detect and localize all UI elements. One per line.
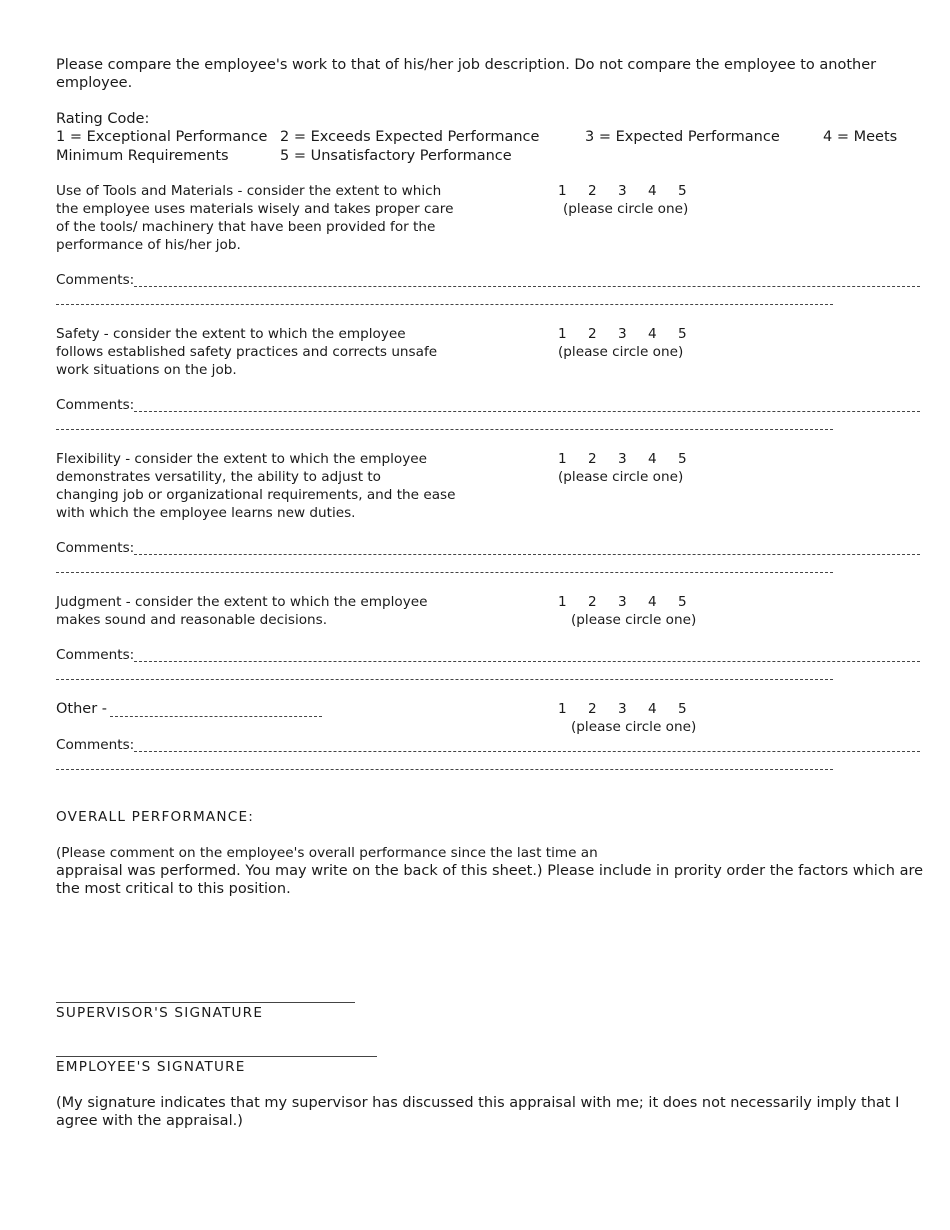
rating-option-5[interactable]: 5 (678, 701, 687, 717)
overall-instructions-line-1: (Please comment on the employee's overall performance since the last time an (56, 845, 598, 861)
rating-code-label: Rating Code: (56, 111, 150, 127)
circle-hint: (please circle one) (558, 469, 684, 485)
section-desc-line: Flexibility - consider the extent to which the employee (56, 451, 427, 467)
comments-line[interactable] (56, 679, 833, 680)
rating-option-2[interactable]: 2 (588, 594, 597, 610)
comments-line[interactable] (56, 304, 833, 305)
circle-hint: (please circle one) (571, 719, 697, 735)
section-desc-line: performance of his/her job. (56, 237, 241, 253)
rating-scale (558, 182, 687, 200)
section-desc-line: follows established safety practices and corrects unsafe (56, 344, 438, 360)
disclaimer-line-1: (My signature indicates that my supervisor has discussed this appraisal with me; it does not necessarily imply that I (56, 1095, 900, 1111)
rating-option-5[interactable]: 5 (678, 326, 687, 342)
rating-scale (558, 450, 687, 468)
comments-label: Comments: (56, 737, 135, 753)
comments-label: Comments: (56, 540, 135, 556)
rating-option-1[interactable]: 1 (558, 594, 567, 610)
rating-option-2[interactable]: 2 (588, 451, 597, 467)
rating-option-2[interactable]: 2 (588, 326, 597, 342)
comments-line[interactable] (56, 572, 833, 573)
section-desc-line: with which the employee learns new duties. (56, 505, 356, 521)
comments-label: Comments: (56, 647, 135, 663)
section-desc-line: Other - (56, 701, 108, 717)
rating-option-2[interactable]: 2 (588, 701, 597, 717)
comments-line[interactable] (56, 429, 833, 430)
rating-option-3[interactable]: 3 (618, 183, 627, 199)
rating-option-1[interactable]: 1 (558, 451, 567, 467)
overall-performance-heading: OVERALL PERFORMANCE: (56, 809, 255, 825)
rating-option-1[interactable]: 1 (558, 701, 567, 717)
rating-option-5[interactable]: 5 (678, 183, 687, 199)
rating-option-3[interactable]: 3 (618, 594, 627, 610)
section-desc-line: Safety - consider the extent to which the employee (56, 326, 406, 342)
rating-option-4[interactable]: 4 (648, 594, 657, 610)
rating-code-2: 2 = Exceeds Expected Performance (280, 129, 540, 145)
rating-option-4[interactable]: 4 (648, 183, 657, 199)
section-desc-line: work situations on the job. (56, 362, 237, 378)
comments-label: Comments: (56, 397, 135, 413)
supervisor-signature-line[interactable] (56, 1002, 355, 1003)
rating-code-4-cont: Minimum Requirements (56, 148, 229, 164)
rating-scale (558, 325, 687, 343)
intro-line-2: employee. (56, 75, 133, 91)
rating-option-5[interactable]: 5 (678, 451, 687, 467)
rating-option-1[interactable]: 1 (558, 326, 567, 342)
rating-option-4[interactable]: 4 (648, 451, 657, 467)
employee-signature-line[interactable] (56, 1056, 377, 1057)
comments-line[interactable] (134, 411, 920, 412)
comments-line[interactable] (134, 661, 920, 662)
rating-code-4: 4 = Meets (823, 129, 898, 145)
rating-code-5: 5 = Unsatisfactory Performance (280, 148, 512, 164)
comments-line[interactable] (134, 554, 920, 555)
circle-hint: (please circle one) (563, 201, 689, 217)
comments-line[interactable] (56, 769, 833, 770)
rating-code-3: 3 = Expected Performance (585, 129, 780, 145)
rating-option-2[interactable]: 2 (588, 183, 597, 199)
section-desc-line: of the tools/ machinery that have been provided for the (56, 219, 436, 235)
rating-scale (558, 593, 687, 611)
other-factor-input[interactable] (110, 716, 322, 717)
section-desc-line: Judgment - consider the extent to which the employee (56, 594, 428, 610)
rating-option-5[interactable]: 5 (678, 594, 687, 610)
supervisor-signature-label: SUPERVISOR'S SIGNATURE (56, 1005, 264, 1021)
rating-option-3[interactable]: 3 (618, 451, 627, 467)
comments-line[interactable] (134, 286, 920, 287)
disclaimer-line-2: agree with the appraisal.) (56, 1113, 243, 1129)
rating-code-1: 1 = Exceptional Performance (56, 129, 268, 145)
overall-instructions-line-3: the most critical to this position. (56, 881, 291, 897)
intro-line-1: Please compare the employee's work to that of his/her job description. Do not compare the employee to another (56, 57, 877, 73)
circle-hint: (please circle one) (571, 612, 697, 628)
comments-label: Comments: (56, 272, 135, 288)
rating-option-1[interactable]: 1 (558, 183, 567, 199)
section-desc-line: the employee uses materials wisely and takes proper care (56, 201, 454, 217)
comments-line[interactable] (134, 751, 920, 752)
section-desc-line: changing job or organizational requirements, and the ease (56, 487, 456, 503)
rating-option-4[interactable]: 4 (648, 326, 657, 342)
section-desc-line: Use of Tools and Materials - consider the extent to which (56, 183, 442, 199)
rating-option-3[interactable]: 3 (618, 326, 627, 342)
circle-hint: (please circle one) (558, 344, 684, 360)
overall-instructions-line-2: appraisal was performed. You may write on the back of this sheet.) Please include in prority order the factors which are (56, 863, 924, 879)
section-desc-line: demonstrates versatility, the ability to adjust to (56, 469, 381, 485)
section-desc-line: makes sound and reasonable decisions. (56, 612, 328, 628)
rating-option-4[interactable]: 4 (648, 701, 657, 717)
employee-signature-label: EMPLOYEE'S SIGNATURE (56, 1059, 246, 1075)
rating-scale (558, 700, 687, 718)
rating-option-3[interactable]: 3 (618, 701, 627, 717)
